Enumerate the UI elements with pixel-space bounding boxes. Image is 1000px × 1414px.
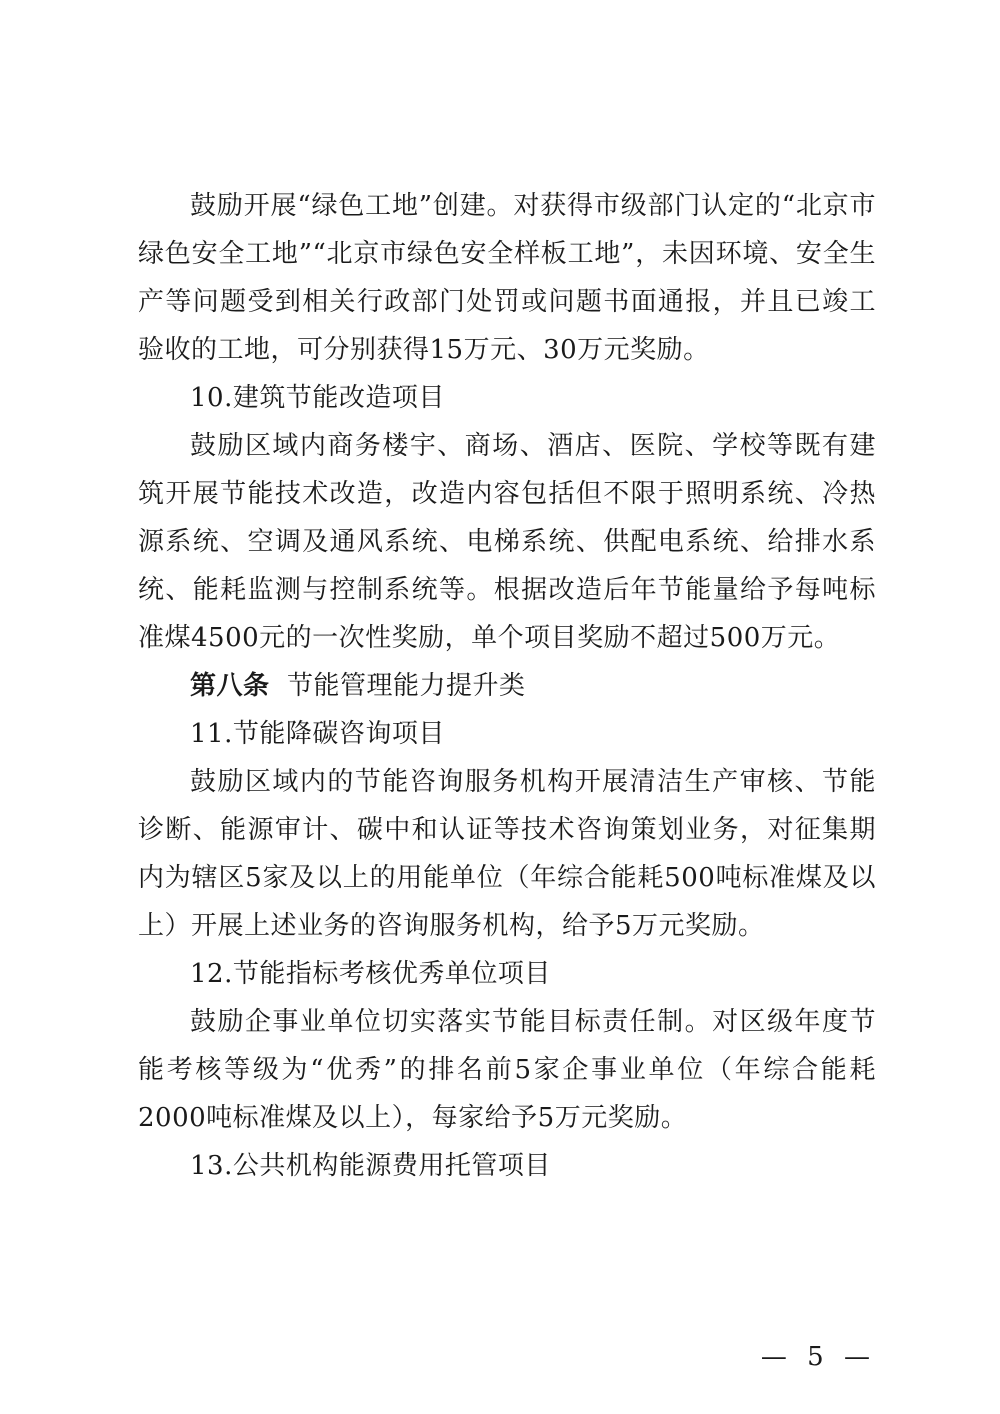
paragraph-excellent-units: 鼓励企事业单位切实落实节能目标责任制。对区级年度节能考核等级为“优秀”的排名前5家企事业单位（年综合能耗2000吨标准煤及以上），每家给予5万元奖励。 [138, 1007, 876, 1133]
paragraph-consulting: 鼓励区域内的节能咨询服务机构开展清洁生产审核、节能诊断、能源审计、碳中和认证等技术咨询策划业务，对征集期内为辖区5家及以上的用能单位（年综合能耗500吨标准煤及以上）开展上述业务的咨询服务机构，给予5万元奖励。 [138, 767, 876, 941]
paragraph-building-retrofit: 鼓励区域内商务楼宇、商场、酒店、医院、学校等既有建筑开展节能技术改造，改造内容包括但不限于照明系统、冷热源系统、空调及通风系统、电梯系统、供配电系统、给排水系统、能耗监测与控制系统等。根据改造后年节能量给予每吨标准煤4500元的一次性奖励，单个项目奖励不超过500万元。 [138, 431, 876, 653]
article-title: 节能管理能力提升类 [287, 671, 526, 701]
article-label: 第八条 [190, 671, 270, 701]
item-heading-10: 10.建筑节能改造项目 [190, 383, 445, 413]
item-heading-13: 13.公共机构能源费用托管项目 [190, 1151, 551, 1181]
page-number: — 5 — [760, 1342, 876, 1372]
article-heading-8 [138, 662, 876, 710]
paragraph-green-site: 鼓励开展“绿色工地”创建。对获得市级部门认定的“北京市绿色安全工地”“北京市绿色安全样板工地”，未因环境、安全生产等问题受到相关行政部门处罚或问题书面通报，并且已竣工验收的工地，可分别获得15万元、30万元奖励。 [138, 191, 876, 365]
item-heading-12: 12.节能指标考核优秀单位项目 [190, 959, 551, 989]
item-heading-11: 11.节能降碳咨询项目 [190, 719, 445, 749]
